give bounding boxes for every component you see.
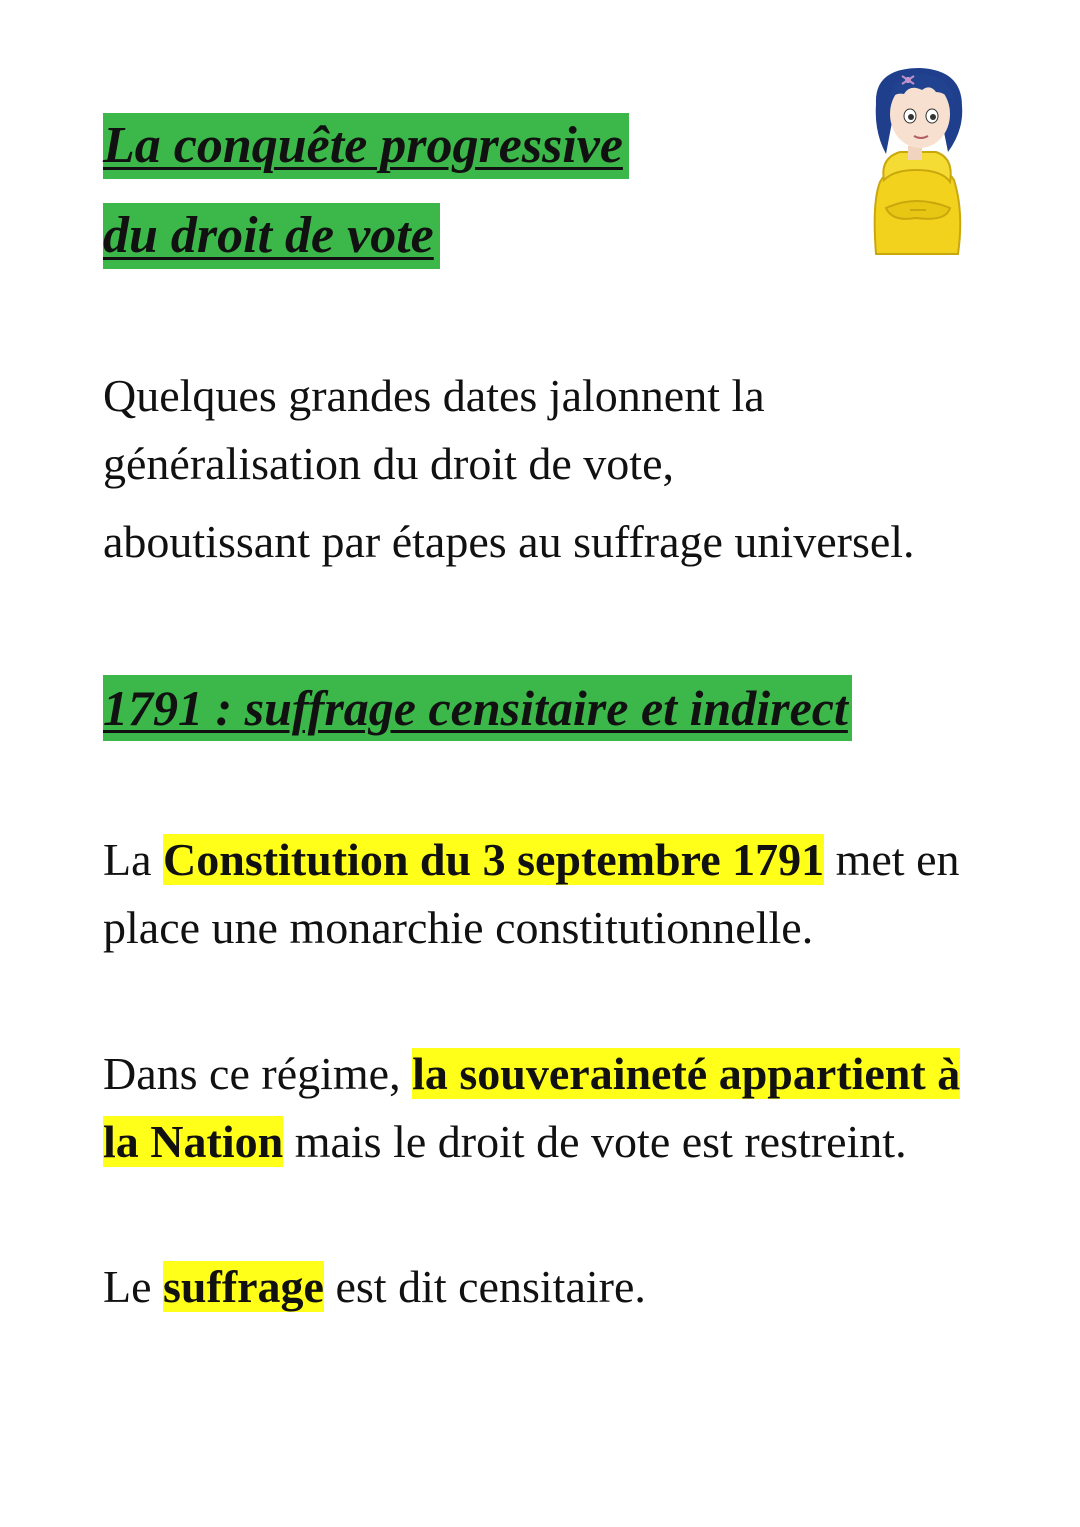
section-heading-1791: 1791 : suffrage censitaire et indirect — [103, 675, 852, 741]
paragraph-3-text-before: Le — [103, 1261, 164, 1312]
paragraph-3-text-after: est dit censitaire. — [323, 1261, 646, 1312]
highlight-constitution: Constitution du 3 septembre 1791 — [163, 834, 825, 885]
paragraph-2-text-after: mais le droit de vote est restreint. — [283, 1116, 907, 1167]
paragraph-1-text-after: met en place une monarchie constitutionnelle. — [103, 834, 960, 953]
highlight-souverainete: la souveraineté appartient à la Nation — [103, 1048, 961, 1167]
intro-paragraph-2: aboutissant par étapes au suffrage universel. — [103, 516, 915, 567]
paragraph-1-text-before: La — [103, 834, 164, 885]
section-paragraph-2 — [103, 1040, 983, 1176]
page-title-line-1: La conquête progressive — [103, 113, 629, 179]
section-paragraph-1 — [103, 826, 983, 962]
page-title-line-2: du droit de vote — [103, 203, 440, 269]
intro-paragraph-1: Quelques grandes dates jalonnent la généralisation du droit de vote, — [103, 370, 765, 489]
highlight-suffrage: suffrage — [163, 1261, 324, 1312]
paragraph-2-text-before: Dans ce régime, — [103, 1048, 413, 1099]
section-paragraph-3 — [103, 1253, 983, 1321]
girl-yellow-raincoat-icon — [850, 62, 980, 257]
